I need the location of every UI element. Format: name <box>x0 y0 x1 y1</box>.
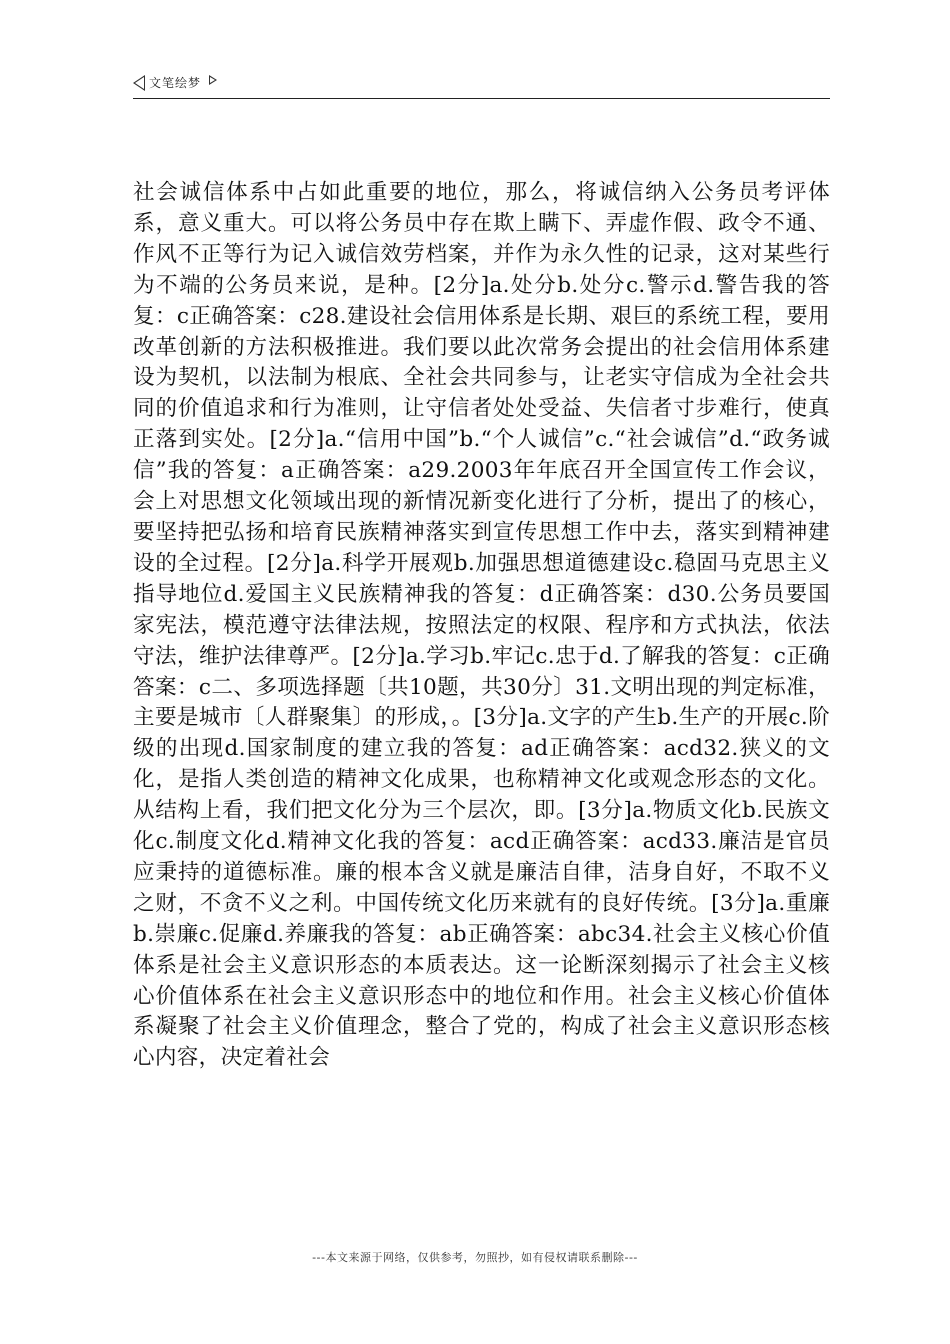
header-brand-group <box>133 74 217 91</box>
page-header <box>133 72 830 99</box>
right-triangle-icon <box>209 75 217 85</box>
footer-notice: ---本文来源于网络，仅供参考，勿照抄，如有侵权请联系删除--- <box>312 1251 638 1264</box>
document-body <box>133 178 830 1074</box>
left-triangle-icon <box>133 75 145 91</box>
brand-name: 文笔绘梦 <box>149 76 202 90</box>
body-paragraph: 社会诚信体系中占如此重要的地位，那么，将诚信纳入公务员考评体系，意义重大。可以将公务员中存在欺上瞒下、弄虚作假、政令不通、作风不正等行为记入诚信效劳档案，并作为永久性的记录，这对某些行为不端的公务员来说，是种。[2分]a.处分b.处分c.警示d.警告我的答复：c正确答案：c28.建设社会信用体系是长期、艰巨的系统工程，要用改革创新的方法积极推进。我们要以此次常务会提出的社会信用体系建设为契机，以法制为根底、全社会共同参与，让老实守信成为全社会共同的价值追求和行为准则，让守信者处处受益、失信者寸步难行，使真正落到实处。[2分]a.“信用中国”b.“个人诚信”c.“社会诚信”d.“政务诚信”我的答复：a正确答案：a29.2003年年底召开全国宣传工作会议，会上对思想文化领域出现的新情况新变化进行了分析，提出了的核心，要坚持把弘扬和培育民族精神落实到宣传思想工作中去，落实到精神建设的全过程。[2分]a.科学开展观b.加强思想道德建设c.稳固马克思主义指导地位d.爱国主义民族精神我的答复：d正确答案：d30.公务员要国家宪法，模范遵守法律法规，按照法定的权限、程序和方式执法，依法守法，维护法律尊严。[2分]a.学习b.牢记c.忠于d.了解我的答复：c正确答案：c二、多项选择题〔共10题，共30分〕31.文明出现的判定标准，主要是城市〔人群聚集〕的形成，。[3分]a.文字的产生b.生产的开展c.阶级的出现d.国家制度的建立我的答复：ad正确答案：acd32.狭义的文化，是指人类创造的精神文化成果，也称精神文化或观念形态的文化。从结构上看，我们把文化分为三个层次，即。[3分]a.物质文化b.民族文化c.制度文化d.精神文化我的答复：acd正确答案：acd33.廉洁是官员应秉持的道德标准。廉的根本含义就是廉洁自律，洁身自好，不取不义之财，不贪不义之利。中国传统文化历来就有的良好传统。[3分]a.重廉b.崇廉c.促廉d.养廉我的答复：ab正确答案：abc34.社会主义核心价值体系是社会主义意识形态的本质表达。这一论断深刻揭示了社会主义核心价值体系在社会主义意识形态中的地位和作用。社会主义核心价值体系凝聚了社会主义价值理念，整合了党的，构成了社会主义意识形态核心内容，决定着社会 <box>133 180 830 1071</box>
